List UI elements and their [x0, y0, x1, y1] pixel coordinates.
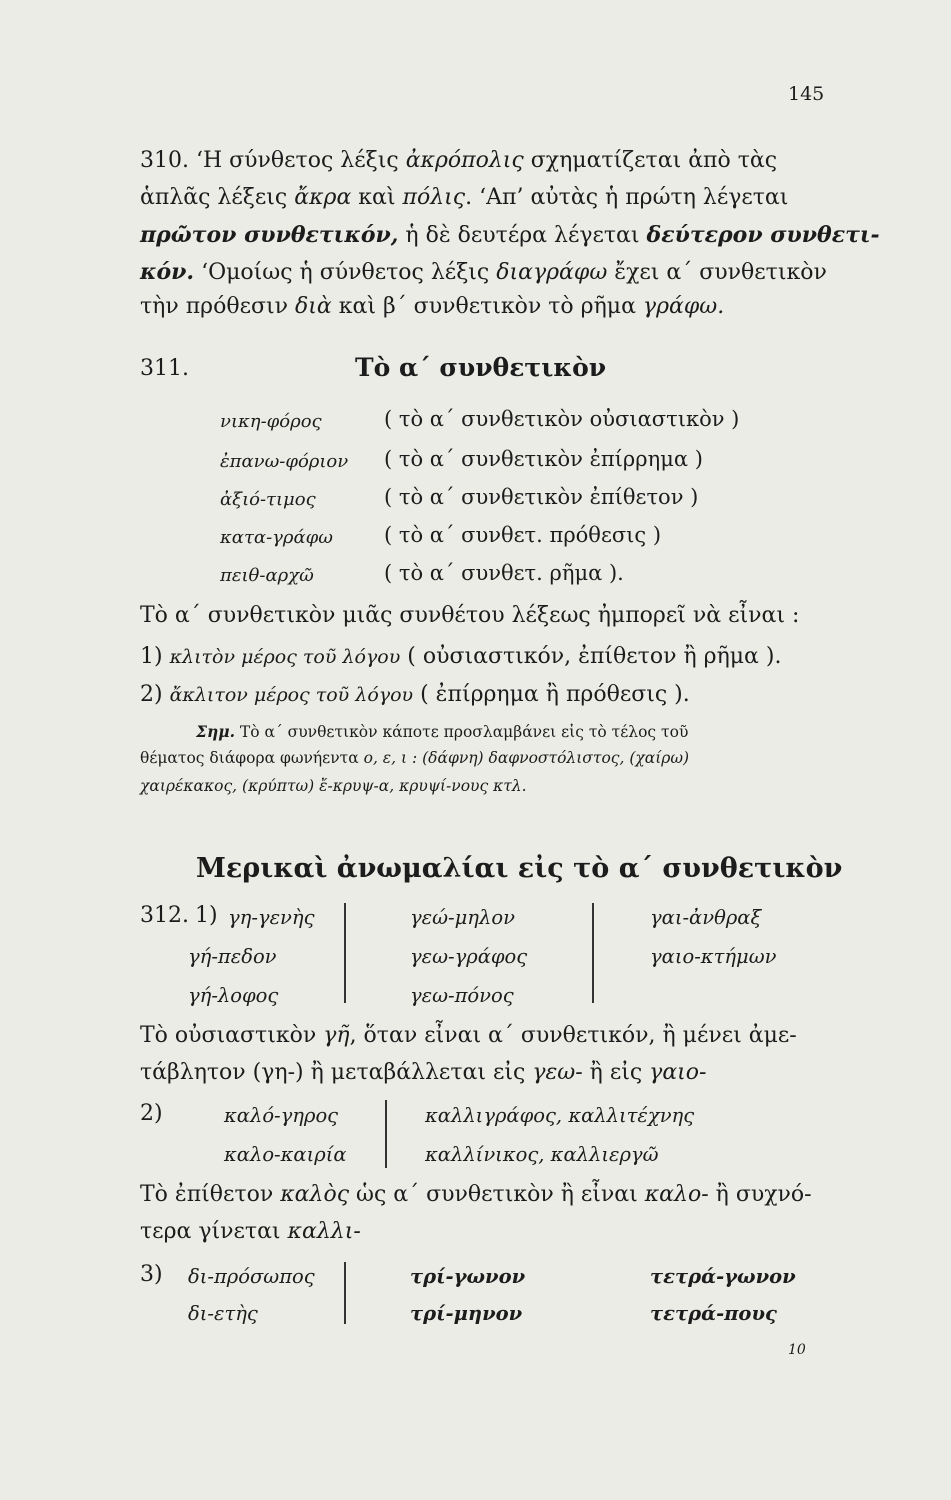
col3-item: τετρά-πους: [650, 1302, 777, 1325]
text: ἢ συχνό-: [708, 1182, 812, 1207]
text-italic: πόλις: [402, 185, 466, 210]
text-italic: γαιο-: [649, 1060, 707, 1085]
p311-line-2: [140, 646, 781, 668]
col1-item: δι-ετὴς: [188, 1302, 258, 1325]
text: καὶ: [351, 185, 403, 210]
text-bold-italic: δεύτερον συνθετι-: [646, 222, 880, 248]
example-word: ἀξιό-τιμος: [220, 489, 316, 510]
page-number: 145: [788, 83, 825, 105]
example-word: ἐπανω-φόριον: [220, 451, 349, 472]
text: Τὸ οὐσιαστικὸν: [140, 1023, 324, 1048]
note-label: Σημ.: [196, 722, 235, 741]
example-word: πειθ-αρχῶ: [220, 565, 314, 586]
example-gloss: ( τὸ α΄ συνθετ. πρόθεσις ): [384, 523, 662, 547]
text-italic: διαγράφω: [496, 260, 608, 285]
text-italic: ἄκρα: [294, 185, 352, 210]
group-label: 3): [140, 1262, 163, 1287]
text: τερα γίνεται: [140, 1219, 288, 1244]
p310-line-5: [140, 296, 724, 318]
text-bold-italic: κόν.: [140, 259, 195, 285]
text-italic: κλιτὸν μέρος τοῦ λόγου: [169, 646, 401, 668]
col2-item: τρί-γωνον: [410, 1265, 526, 1288]
p311-line-1: Τὸ α΄ συνθετικὸν μιᾶς συνθέτου λέξεως ἠμπορεῖ νὰ εἶναι :: [140, 603, 800, 628]
column-divider: [592, 903, 594, 1003]
example-gloss: ( τὸ α΄ συνθετ. ρῆμα ).: [384, 561, 624, 585]
text: . ‘Απ’ αὐτὰς ἡ πρώτη λέγεται: [465, 185, 789, 210]
group-label: 1): [195, 903, 218, 928]
p312-text-2: [140, 1062, 706, 1084]
text: θέματος διάφορα φωνήεντα: [140, 749, 364, 767]
text: ‘Ομοίως ἡ σύνθετος λέξις: [194, 260, 497, 285]
col2-item: καλλιγράφος, καλλιτέχνης: [425, 1104, 695, 1127]
text: ἔχει α΄ συνθετικὸν: [607, 260, 827, 285]
column-divider: [344, 903, 346, 1003]
example-word: κατα-γράφω: [220, 527, 333, 548]
p312-text-1: [140, 1025, 797, 1047]
text-italic: διὰ: [295, 294, 332, 319]
text: ἁπλᾶς λέξεις: [140, 185, 295, 210]
example-word: νικη-φόρος: [220, 411, 322, 432]
text: ἡ δὲ δευτέρα λέγεται: [398, 223, 647, 248]
col2-item: γεω-γράφος: [410, 945, 528, 968]
section-subtitle: Μερικαὶ ἀνωμαλίαι εἰς τὸ α΄ συνθετικὸν: [196, 853, 843, 884]
p312-number: 312.: [140, 903, 189, 928]
col2-item: γεω-πόνος: [410, 984, 514, 1007]
note-line-3: χαιρέκακος, (κρύπτω) ἔ-κρυψ-α, κρυψί-νους κτλ.: [140, 777, 527, 795]
p311-heading: [140, 353, 607, 382]
example-gloss: ( τὸ α΄ συνθετικὸν ἐπίρρημα ): [384, 447, 703, 471]
col3-item: τετρά-γωνον: [650, 1265, 796, 1288]
text: 310. ‘Η σύνθετος λέξις: [140, 148, 406, 173]
p310-line-1: [140, 150, 777, 172]
col1-item: γή-πεδον: [188, 945, 277, 968]
text-italic: ο, ε, ι : (δάφνη) δαφνοστόλιστος, (χαίρω): [363, 749, 690, 767]
signature-mark: 10: [788, 1342, 806, 1358]
text: ( ἐπίρρημα ἢ πρόθεσις ).: [413, 682, 690, 707]
text-italic: γῆ: [323, 1023, 350, 1048]
p311-line-3: [140, 684, 690, 706]
col3-item: γαιο-κτήμων: [650, 945, 777, 968]
p312-text-3: [140, 1184, 812, 1206]
section-title: Τὸ α΄ συνθετικὸν: [355, 353, 607, 382]
text: Τὸ ἐπίθετον: [140, 1182, 281, 1207]
example-gloss: ( τὸ α΄ συνθετικὸν οὐσιαστικὸν ): [384, 407, 740, 431]
section-number: 311.: [140, 356, 189, 381]
p312-text-4: [140, 1221, 361, 1243]
note-line-2: [140, 751, 689, 767]
col1-item: δι-πρόσωπος: [188, 1265, 315, 1288]
text: ἢ εἰς: [582, 1060, 650, 1085]
col1-item: γή-λοφος: [188, 984, 279, 1007]
column-divider: [385, 1100, 387, 1168]
note-line-1: [196, 724, 688, 741]
text: σχηματίζεται ἀπὸ τὰς: [523, 148, 778, 173]
text-italic: ἀκρόπολις: [405, 148, 524, 173]
text: ὡς α΄ συνθετικὸν ἢ εἶναι: [349, 1182, 645, 1207]
text-italic: γεω-: [532, 1060, 583, 1085]
text-bold-italic: πρῶτον συνθετικόν,: [140, 222, 399, 248]
col2-item: καλλίνικος, καλλιεργῶ: [425, 1143, 659, 1166]
text: καὶ β΄ συνθετικὸν τὸ ρῆμα: [331, 294, 643, 319]
p310-line-4: [140, 261, 827, 284]
text: 1): [140, 644, 170, 669]
example-gloss: ( τὸ α΄ συνθετικὸν ἐπίθετον ): [384, 485, 699, 509]
text-italic: καλὸς: [280, 1182, 350, 1207]
text-italic: γράφω.: [642, 294, 725, 319]
text-italic: καλλι-: [287, 1219, 361, 1244]
col1-item: καλό-γηρος: [224, 1104, 339, 1127]
column-divider: [344, 1262, 346, 1324]
text: , ὅταν εἶναι α΄ συνθετικόν, ἢ μένει ἀμε-: [349, 1023, 797, 1048]
group-label: 2): [140, 1101, 163, 1126]
col2-item: γεώ-μηλον: [410, 906, 515, 929]
text: Τὸ α΄ συνθετικὸν κάποτε προσλαμβάνει εἰς τὸ τέλος τοῦ: [234, 723, 689, 741]
p310-line-2: [140, 187, 788, 209]
text: τάβλητον (γη-) ἢ μεταβάλλεται εἰς: [140, 1060, 533, 1085]
text: 2): [140, 682, 170, 707]
p310-line-3: [140, 224, 880, 247]
col1-item: γη-γενὴς: [228, 906, 315, 929]
text-italic: καλο-: [644, 1182, 709, 1207]
col1-item: καλο-καιρία: [224, 1143, 347, 1166]
text: τὴν πρόθεσιν: [140, 294, 296, 319]
text: ( οὐσιαστικόν, ἐπίθετον ἢ ρῆμα ).: [400, 644, 782, 669]
text-italic: ἄκλιτον μέρος τοῦ λόγου: [169, 684, 414, 706]
col2-item: τρί-μηνον: [410, 1302, 523, 1325]
col3-item: γαι-ἀνθραξ: [650, 906, 762, 929]
